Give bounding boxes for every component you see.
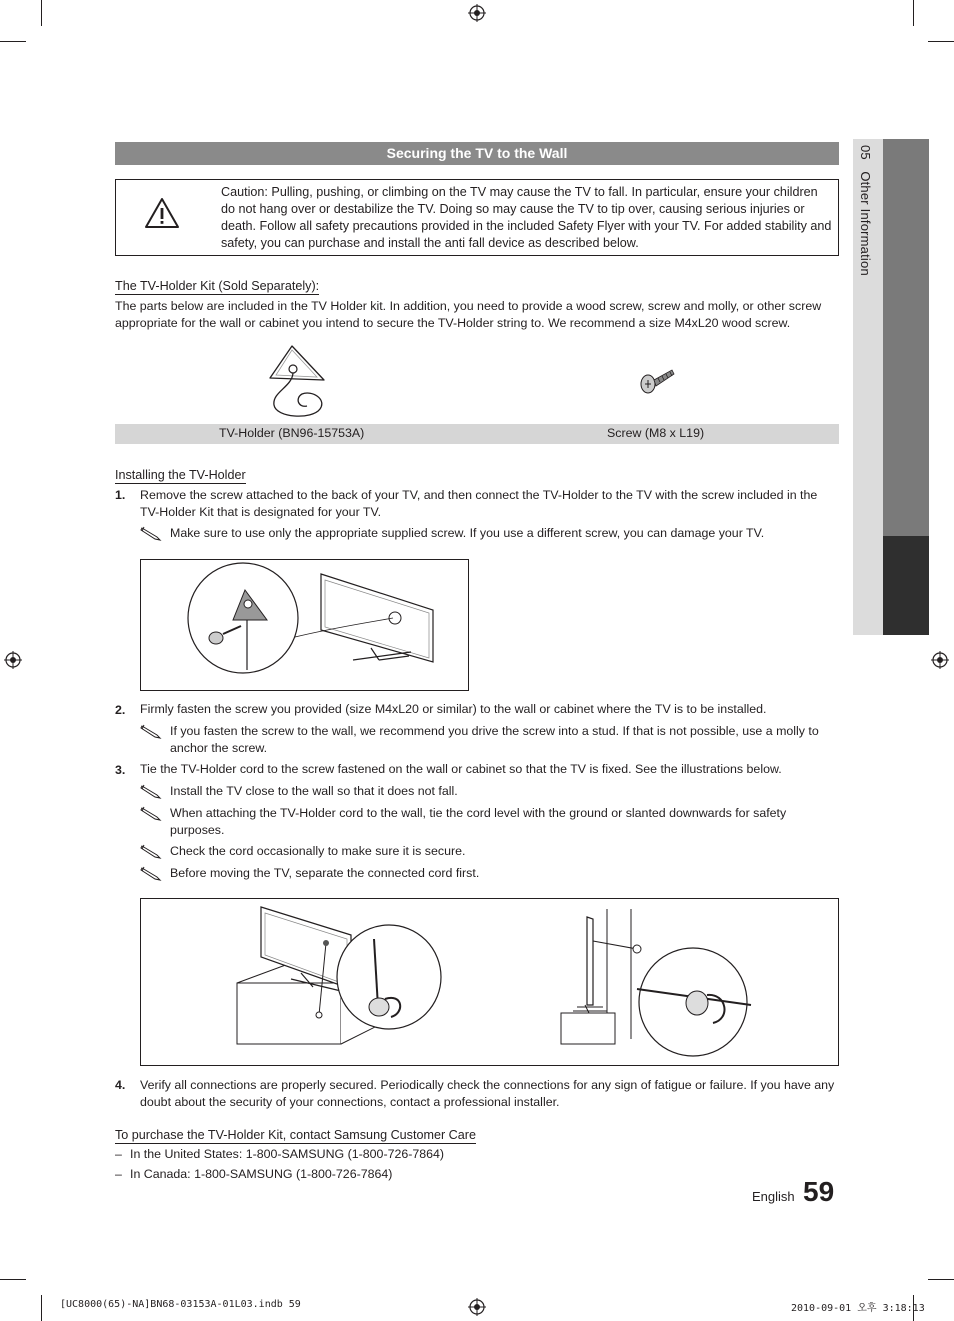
step-number: 2.	[115, 703, 126, 717]
crop-mark	[0, 1279, 26, 1280]
footer-language: English	[752, 1189, 795, 1204]
contact-text: In the United States: 1-800-SAMSUNG (1-800-726-7864)	[130, 1147, 445, 1161]
pencil-note-icon	[140, 805, 162, 821]
step-text: Remove the screw attached to the back of your TV, and then connect the TV-Holder to the TV with the screw included in the TV-Holder Kit that is designated for your TV.	[140, 488, 818, 519]
attach-holder-illustration	[141, 560, 468, 690]
warning-triangle-icon	[144, 197, 180, 229]
pencil-note-icon	[140, 865, 162, 881]
tie-cord-illustration	[141, 899, 838, 1065]
note-text: When attaching the TV-Holder cord to the wall, tie the cord level with the ground or slanted downwards for safety purposes.	[170, 806, 787, 837]
pencil-note-icon	[140, 525, 162, 541]
note-text: Before moving the TV, separate the connected cord first.	[170, 866, 480, 880]
contact-text: In Canada: 1-800-SAMSUNG (1-800-726-7864)	[130, 1167, 393, 1181]
pencil-note-icon	[140, 723, 162, 739]
kit-heading: The TV-Holder Kit (Sold Separately):	[115, 279, 320, 293]
crop-mark	[41, 0, 42, 26]
note-text: Check the cord occasionally to make sure it is secure.	[170, 844, 466, 858]
purchase-heading: To purchase the TV-Holder Kit, contact Samsung Customer Care	[115, 1128, 476, 1142]
crop-mark	[913, 0, 914, 26]
install-heading: Installing the TV-Holder	[115, 468, 246, 482]
step-number: 1.	[115, 488, 126, 502]
part-screw-label: Screw (M8 x L19)	[607, 426, 705, 440]
chapter-tab-label	[858, 145, 873, 276]
chapter-index-marker	[883, 536, 929, 635]
tv-holder-illustration	[262, 342, 330, 420]
note-text: If you fasten the screw to the wall, we recommend you drive the screw into a stud. If that is not possible, use a molly to anchor the screw.	[170, 724, 819, 755]
chapter-index-bar	[883, 139, 929, 536]
step-text: Tie the TV-Holder cord to the screw fastened on the wall or cabinet so that the TV is fixed. See the illustrations below.	[140, 762, 782, 776]
print-info-right: 2010-09-01 오후 3:18:13	[791, 1303, 925, 1314]
caution-label: Caution	[221, 185, 265, 199]
note-item	[140, 843, 830, 860]
note-text: Make sure to use only the appropriate supplied screw. If you use a different screw, you can damage your TV.	[170, 526, 765, 540]
note-item	[140, 865, 830, 882]
registration-mark-icon	[931, 651, 949, 669]
crop-mark	[0, 41, 26, 42]
screw-illustration	[638, 366, 676, 396]
registration-mark-icon	[468, 1298, 486, 1316]
figure-tie-cord	[140, 898, 839, 1066]
registration-mark-icon	[4, 651, 22, 669]
crop-mark	[928, 1279, 954, 1280]
kit-heading-wrap	[115, 277, 319, 295]
pencil-note-icon	[140, 783, 162, 799]
page-number: 59	[803, 1176, 835, 1207]
step-number: 3.	[115, 763, 126, 777]
part-tv-holder-label: TV-Holder (BN96-15753A)	[219, 426, 365, 440]
contact-item: – In the United States: 1-800-SAMSUNG (1-800-726-7864)	[115, 1147, 445, 1161]
note-item	[140, 783, 830, 800]
note-text: Install the TV close to the wall so that it does not fall.	[170, 784, 458, 798]
print-info-left: [UC8000(65)-NA]BN68-03153A-01L03.indb 59	[60, 1299, 301, 1310]
purchase-heading-wrap	[115, 1126, 476, 1144]
chapter-number: 05	[858, 145, 873, 160]
kit-intro: The parts below are included in the TV Holder kit. In addition, you need to provide a wood screw, screw and molly, or other screw appropriate for the wall or cabinet you intend to secure the TV-Holder string to. We recommend a size M4xL20 wood screw.	[115, 299, 822, 330]
crop-mark	[41, 1295, 42, 1321]
caution-text	[221, 184, 833, 252]
note-item	[140, 525, 830, 542]
note-item	[140, 723, 830, 757]
section-title: Securing the TV to the Wall	[115, 142, 839, 165]
chapter-title: Other Information	[858, 171, 873, 276]
crop-mark	[928, 41, 954, 42]
note-item	[140, 805, 830, 839]
step-text: Verify all connections are properly secured. Periodically check the connections for any sign of fatigue or failure. If you have any doubt about the security of your connections, contact a professional installer.	[140, 1078, 835, 1109]
install-heading-wrap	[115, 466, 246, 484]
registration-mark-icon	[468, 4, 486, 22]
caution-body: : Pulling, pushing, or climbing on the TV may cause the TV to fall. In particular, ensure your children do not hang over or destabilize the TV. Doing so may cause the TV to tip over, causing serious injuries or death. Follow all safety precautions provided in the included Safety Flyer with your TV. For added stability and safety, you can purchase and install the anti fall device as described below.	[221, 185, 832, 250]
pencil-note-icon	[140, 843, 162, 859]
figure-attach-holder	[140, 559, 469, 691]
step-number: 4.	[115, 1078, 126, 1092]
contact-item: – In Canada: 1-800-SAMSUNG (1-800-726-7864)	[115, 1167, 393, 1181]
caution-box	[115, 179, 839, 256]
step-text: Firmly fasten the screw you provided (size M4xL20 or similar) to the wall or cabinet where the TV is to be installed.	[140, 702, 767, 716]
